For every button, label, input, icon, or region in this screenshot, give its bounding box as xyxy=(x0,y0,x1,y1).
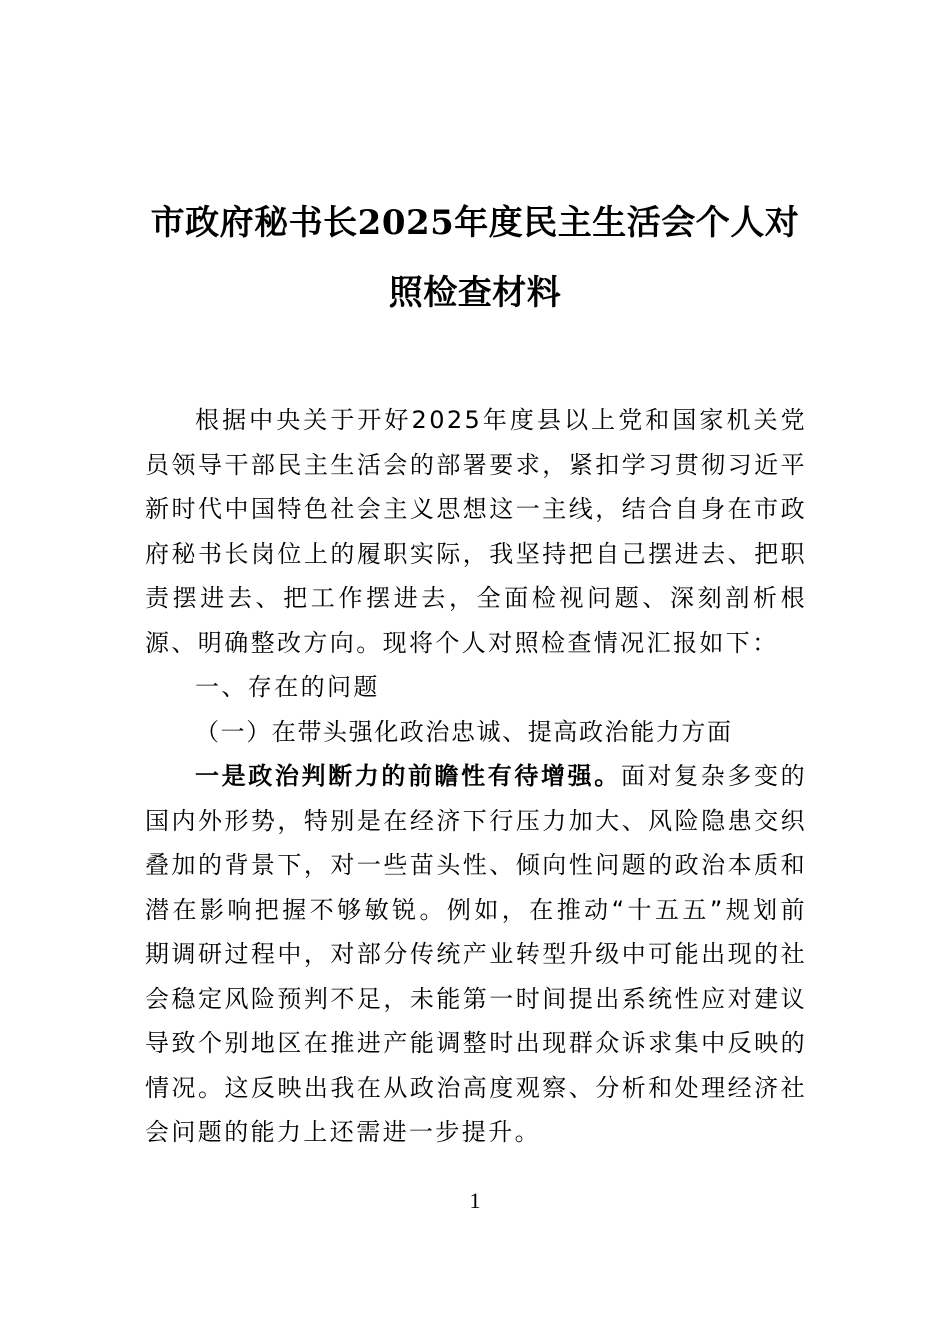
intro-paragraph: 根据中央关于开好2025年度县以上党和国家机关党员领导干部民主生活会的部署要求，紧扣学习贯彻习近平新时代中国特色社会主义思想这一主线，结合自身在市政府秘书长岗位上的履职实际，我坚持把自己摆进去、把职责摆进去、把工作摆进去，全面检视问题、深刻剖析根源、明确整改方向。现将个人对照检查情况汇报如下： xyxy=(145,406,807,657)
document-body xyxy=(145,398,807,1155)
point-paragraph xyxy=(145,754,807,1155)
page-number: 1 xyxy=(469,1188,481,1213)
document-title-line-2: 照检查材料 xyxy=(388,273,562,313)
section-heading: 一、存在的问题 xyxy=(195,673,380,701)
subsection-heading: （一）在带头强化政治忠诚、提高政治能力方面 xyxy=(195,717,733,746)
point-lead: 一是政治判断力的前瞻性有待增强。 xyxy=(195,762,621,790)
point-body: 面对复杂多变的国内外形势，特别是在经济下行压力加大、风险隐患交织叠加的背景下，对一些苗头性、倾向性问题的政治本质和潜在影响把握不够敏锐。例如，在推动“十五五”规划前期调研过程中，对部分传统产业转型升级中可能出现的社会稳定风险预判不足，未能第一时间提出系统性应对建议导致个别地区在推进产能调整时出现群众诉求集中反映的情况。这反映出我在从政治高度观察、分析和处理经济社会问题的能力上还需进一步提升。 xyxy=(145,762,807,1146)
document-title-line-1: 市政府秘书长2025年度民主生活会个人对 xyxy=(150,203,800,243)
